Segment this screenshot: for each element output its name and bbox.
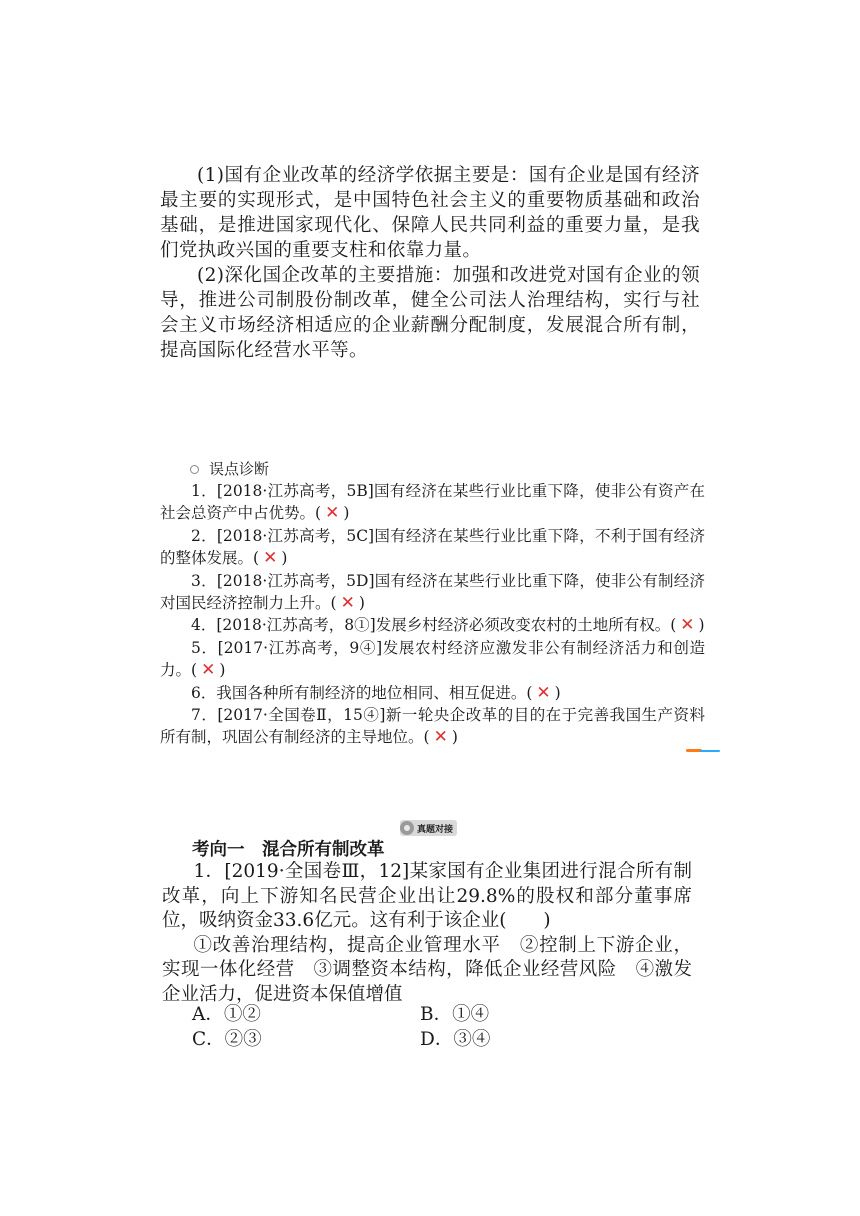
section-badge	[400, 820, 457, 836]
diagnosis-item-close: )	[281, 549, 288, 568]
diagnosis-item-text: 4．[2018·江苏高考，8①]发展乡村经济必须改变农村的土地所有权。(	[191, 616, 677, 635]
option-d: D．③④	[420, 1028, 491, 1050]
cross-mark-icon: ✕	[340, 593, 355, 614]
option-c: C．②③	[192, 1028, 262, 1050]
diagnosis-heading	[190, 458, 269, 480]
cross-mark-icon: ✕	[325, 503, 340, 524]
diagnosis-item-text: 5．[2017·江苏高考，9④]发展农村经济应激发非公有制经济活力和创造力。(	[160, 638, 705, 680]
diagnosis-list	[160, 480, 705, 749]
diagnosis-heading-label: 误点诊断	[209, 460, 270, 478]
diagnosis-item-close: )	[358, 594, 365, 613]
diagnosis-item-close: )	[698, 616, 705, 635]
diagnosis-item	[160, 570, 705, 615]
answer-options	[192, 1003, 672, 1052]
cross-mark-icon: ✕	[680, 615, 695, 636]
diagnosis-item	[160, 525, 705, 570]
cross-mark-icon: ✕	[536, 682, 551, 703]
cross-mark-icon: ✕	[263, 548, 278, 569]
diagnosis-item	[160, 704, 705, 749]
cross-mark-icon: ✕	[201, 660, 216, 681]
pen-stroke-mark	[686, 749, 720, 753]
diagnosis-item-close: )	[451, 728, 458, 747]
circle-bullet-icon	[190, 465, 199, 474]
option-b: B．①④	[420, 1004, 490, 1025]
diagnosis-item-text: 1．[2018·江苏高考，5B]国有经济在某些行业比重下降，使非公有资产在社会总资产中占优势。(	[160, 482, 705, 523]
cross-mark-icon: ✕	[433, 727, 448, 748]
question-statements: ①改善治理结构，提高企业管理水平 ②控制上下游企业，实现一体化经营 ③调整资本结构，降低企业经营风险 ④激发企业活力，促进资本保值增值	[162, 934, 692, 1005]
section-title: 考向一 混合所有制改革	[192, 840, 385, 860]
diagnosis-item	[160, 480, 705, 525]
analysis-paragraph-2: (2)深化国企改革的主要措施：加强和改进党对国有企业的领导，推进公司制股份制改革，健全公司法人治理结构，实行与社会主义市场经济相适应的企业薪酬分配制度，发展混合所有制，提高国际化经营水平等。	[160, 265, 700, 361]
blue-stroke	[700, 750, 720, 752]
diagnosis-item-close: )	[554, 683, 561, 702]
analysis-paragraph-1: (1)国有企业改革的经济学依据主要是：国有企业是国有经济最主要的实现形式，是中国特色社会主义的重要物质基础和政治基础，是推进国家现代化、保障人民共同利益的重要力量，是我们党执政兴国的重要支柱和依靠力量。	[160, 165, 700, 261]
diagnosis-item-text: 6．我国各种所有制经济的地位相同、相互促进。(	[191, 683, 533, 702]
diagnosis-item	[160, 614, 705, 636]
answer-analysis-block	[160, 163, 700, 363]
diagnosis-item	[160, 682, 705, 704]
diagnosis-item-close: )	[343, 504, 350, 523]
diagnosis-item-close: )	[219, 661, 226, 680]
diagnosis-item	[160, 637, 705, 682]
diagnosis-item-text: 3．[2018·江苏高考，5D]国有经济在某些行业比重下降，使非公有制经济对国民经济控制力上升。(	[160, 571, 705, 613]
diagnosis-item-text: 2．[2018·江苏高考，5C]国有经济在某些行业比重下降，不利于国有经济的整体发展。(	[160, 526, 705, 568]
badge-label: 真题对接	[417, 824, 454, 835]
badge-icon	[400, 821, 414, 835]
question-block	[162, 860, 692, 1008]
option-a: A．①②	[192, 1004, 261, 1025]
diagnosis-item-text: 7．[2017·全国卷Ⅱ，15④]新一轮央企改革的目的在于完善我国生产资料所有制，巩固公有制经济的主导地位。(	[160, 706, 705, 747]
question-stem: 1．[2019·全国卷Ⅲ，12]某家国有企业集团进行混合所有制改革，向上下游知名民营企业出让29.8%的股权和部分董事席位，吸纳资金33.6亿元。这有利于该企业( )	[162, 861, 692, 932]
